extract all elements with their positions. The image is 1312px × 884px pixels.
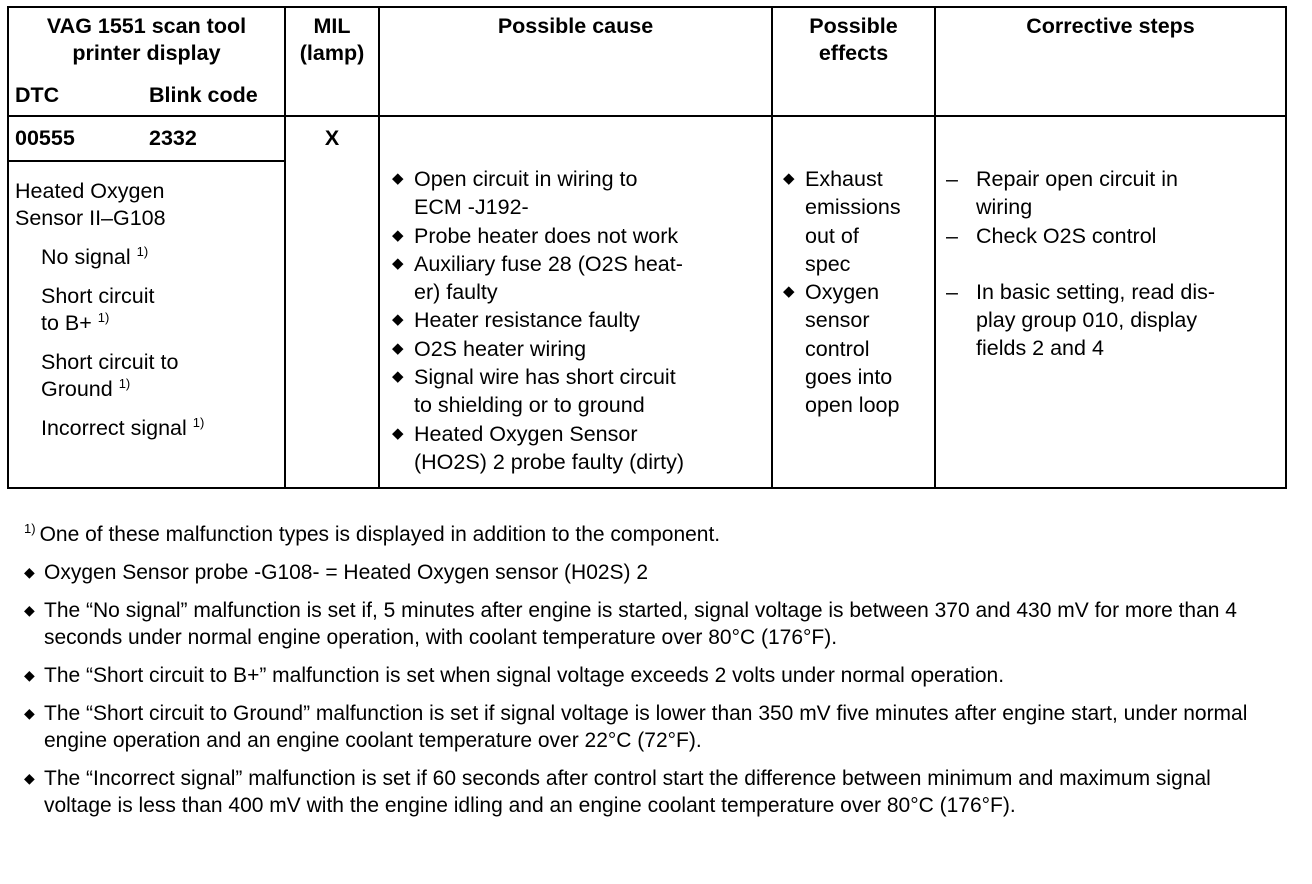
list-item: ◆ The “Incorrect signal” malfunction is set if 60 seconds after control start the difference between minimum and maximum signal voltage is less than 400 mV with the engine idling and an engine coolant temperature over 80°C (176°F).	[24, 767, 1211, 817]
corrective-steps-header: Corrective steps	[935, 7, 1286, 116]
list-item: ◆ Heated Oxygen Sensor (HO2S) 2 probe faulty (dirty)	[392, 420, 771, 477]
malfunction-type: Short circuit to B+ $^{1)}$	[41, 284, 155, 335]
list-item: – In basic setting, read dis- play group 010, display fields 2 and 4	[946, 279, 1216, 361]
notes-section	[24, 521, 1282, 830]
bullet-icon: ◆	[24, 667, 35, 683]
list-item: ◆ Exhaust emissions out of spec	[783, 165, 934, 278]
component-name: Heated Oxygen Sensor II–G108	[15, 179, 166, 230]
mil-mark: X	[324, 126, 340, 150]
blink-code-header: Blink code	[149, 83, 258, 107]
table-row	[8, 116, 1286, 488]
bullet-icon: ◆	[392, 311, 404, 329]
dtc-header: DTC	[15, 83, 60, 107]
bullet-icon: ◆	[24, 770, 35, 786]
bullet-icon: ◆	[783, 283, 795, 301]
bullet-icon: ◆	[24, 705, 35, 721]
bullet-icon: ◆	[24, 602, 35, 618]
possible-effects-cell	[772, 116, 935, 488]
list-item: ◆ The “Short circuit to Ground” malfunction is set if signal voltage is lower than 350 mV five minutes after engine start, under normal engine operation and an engine coolant temperature over 22°C (72°F).	[24, 702, 1248, 752]
list-item: ◆ O2S heater wiring	[392, 335, 771, 363]
list-item: ◆ Oxygen Sensor probe -G108- = Heated Oxygen sensor (H02S) 2	[24, 561, 649, 584]
malfunction-type: Incorrect signal $^{1)}$	[41, 414, 205, 440]
mil-cell	[285, 116, 379, 488]
list-item: – Check O2S control	[946, 223, 1157, 248]
blink-code-value: 2332	[149, 126, 197, 150]
dtc-value: 00555	[15, 126, 75, 150]
list-item: – Repair open circuit in wiring	[946, 167, 1178, 220]
list-item: ◆ The “Short circuit to B+” malfunction is set when signal voltage exceeds 2 volts under normal operation.	[24, 664, 1005, 687]
bullet-icon: ◆	[783, 170, 795, 187]
list-item: ◆ Open circuit in wiring to ECM -J192-	[392, 165, 771, 222]
bullet-icon: ◆	[392, 424, 404, 442]
scan-tool-cell	[8, 116, 285, 488]
bullet-icon: ◆	[392, 226, 404, 244]
list-item: ◆ The “No signal” malfunction is set if, 5 minutes after engine is started, signal voltage is between 370 and 430 mV for more than 4 seconds under normal engine operation, with coolant temperature over 80°C (176°F).	[24, 599, 1237, 649]
dtc-table	[7, 6, 1287, 489]
list-item: ◆ Probe heater does not work	[392, 222, 771, 250]
possible-cause-header: Possible cause	[379, 7, 772, 116]
list-item: ◆ Oxygen sensor control goes into open loop	[783, 278, 934, 419]
bullet-icon: ◆	[392, 368, 404, 386]
scan-tool-header: VAG 1551 scan tool printer display DTC Blink code	[8, 7, 285, 116]
mil-header: MIL (lamp)	[285, 7, 379, 116]
bullet-icon: ◆	[24, 564, 35, 580]
table-header-row	[8, 7, 1286, 116]
list-item: ◆ Auxiliary fuse 28 (O2S heat- er) faulty	[392, 250, 771, 307]
list-item: ◆ Signal wire has short circuit to shielding or to ground	[392, 363, 771, 420]
footnote: $^{1)}$ One of these malfunction types is displayed in addition to the component.	[24, 521, 721, 546]
list-item: ◆ Heater resistance faulty	[392, 306, 771, 334]
bullet-icon: ◆	[392, 254, 404, 272]
code-line	[9, 117, 284, 162]
corrective-steps-cell	[935, 116, 1286, 488]
possible-cause-cell	[379, 116, 772, 488]
possible-effects-header: Possible effects	[772, 7, 935, 116]
malfunction-type: Short circuit to Ground $^{1)}$	[41, 350, 179, 401]
bullet-icon: ◆	[392, 339, 404, 357]
malfunction-type: No signal $^{1)}$	[41, 243, 149, 269]
bullet-icon: ◆	[392, 170, 404, 187]
footnote-mark: 1)	[24, 521, 36, 536]
